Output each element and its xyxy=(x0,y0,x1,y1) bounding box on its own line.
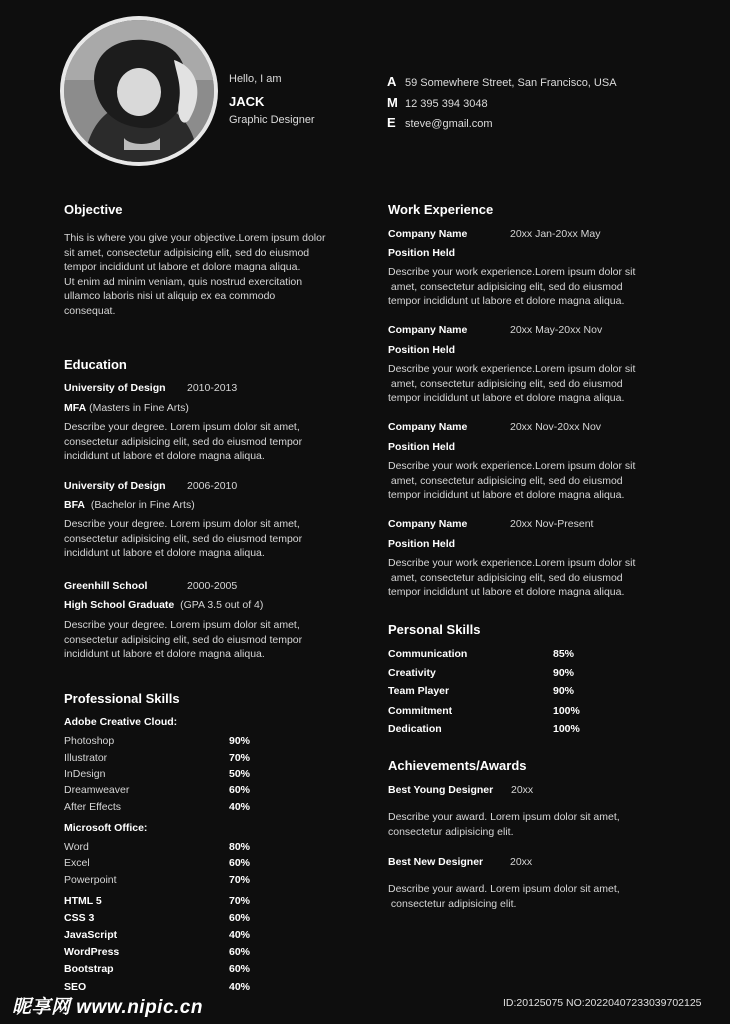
skill-level: 60% xyxy=(229,784,251,796)
degree-note: (GPA 3.5 out of 4) xyxy=(180,599,264,611)
position-held: Position Held xyxy=(388,344,456,356)
company-name: Company Name xyxy=(388,228,468,240)
skill-level: 40% xyxy=(229,929,251,941)
work-item xyxy=(388,228,601,240)
skill-row xyxy=(64,735,251,747)
school-name: University of Design xyxy=(64,382,166,394)
email-key: E xyxy=(387,115,396,130)
award-item xyxy=(388,784,534,796)
personal-skill-row xyxy=(388,685,575,697)
degree: High School Graduate xyxy=(64,599,175,611)
degree-note: (Masters in Fine Arts) xyxy=(89,402,189,414)
skill-name: WordPress xyxy=(64,946,120,958)
skill-name: Excel xyxy=(64,857,90,869)
work-dates: 20xx May-20xx Nov xyxy=(510,324,603,336)
greeting: Hello, I am xyxy=(229,73,282,85)
work-description: Describe your work experience.Lorem ipsum dolor sit amet, consectetur adipisicing elit, sed do eiusmod tempor incididunt ut labore et dolore magna aliqua. xyxy=(388,266,636,307)
skill-level: 60% xyxy=(229,912,251,924)
skill-row xyxy=(64,801,251,813)
skill-level: 40% xyxy=(229,981,251,993)
skill-name: CSS 3 xyxy=(64,912,95,924)
skill-level: 60% xyxy=(229,857,251,869)
skill-row xyxy=(64,929,251,941)
skill-name: Bootstrap xyxy=(64,963,114,975)
education-heading: Education xyxy=(64,357,127,372)
skill-name: Creativity xyxy=(388,667,436,679)
skill-level: 70% xyxy=(229,752,251,764)
email-value: steve@gmail.com xyxy=(405,118,493,130)
skill-row xyxy=(64,857,251,869)
address-value: 59 Somewhere Street, San Francisco, USA xyxy=(405,77,617,89)
company-name: Company Name xyxy=(388,324,468,336)
work-dates: 20xx Nov-20xx Nov xyxy=(510,421,602,433)
award-description: Describe your award. Lorem ipsum dolor sit amet, consectetur adipisicing elit. xyxy=(388,811,620,838)
skill-level: 85% xyxy=(553,648,575,660)
position-held: Position Held xyxy=(388,538,456,550)
personal-skill-row xyxy=(388,667,575,679)
school-years: 2000-2005 xyxy=(187,580,238,592)
skill-row xyxy=(64,768,251,780)
skill-name: Communication xyxy=(388,648,468,660)
job-title: Graphic Designer xyxy=(229,114,315,126)
skill-row xyxy=(64,784,251,796)
award-description: Describe your award. Lorem ipsum dolor sit amet, consectetur adipisicing elit. xyxy=(388,883,620,910)
skill-name: Word xyxy=(64,841,89,853)
skill-level: 70% xyxy=(229,895,251,907)
skill-row xyxy=(64,946,251,958)
award-name: Best New Designer xyxy=(388,856,484,868)
personal-skill-row xyxy=(388,648,575,660)
contact-email xyxy=(387,115,493,130)
work-experience-heading: Work Experience xyxy=(388,202,494,217)
personal-skill-row xyxy=(388,705,580,717)
position-held: Position Held xyxy=(388,441,456,453)
skill-level: 90% xyxy=(229,735,251,747)
award-name: Best Young Designer xyxy=(388,784,494,796)
work-dates: 20xx Jan-20xx May xyxy=(510,228,601,240)
objective-text: This is where you give your objective.Lorem ipsum dolor sit amet, consectetur adipisicing elit, sed do eiusmod tempor incididunt ut labore et dolore magna aliqua. Ut enim ad minim veniam, quis nostrud exercitation ullamco laboris nisi ut aliquip ex ea commodo consequat. xyxy=(64,232,326,317)
degree-description: Describe your degree. Lorem ipsum dolor sit amet, consectetur adipisicing elit, sed do eiusmod tempor incididunt ut labore et dolore magna aliqua. xyxy=(64,518,303,559)
school-name: Greenhill School xyxy=(64,580,148,592)
profile-photo xyxy=(60,16,218,166)
degree-line xyxy=(64,499,195,511)
education-item xyxy=(64,382,238,394)
personal-skills-heading: Personal Skills xyxy=(388,622,481,637)
school-years: 2006-2010 xyxy=(187,480,238,492)
skill-name: Dreamweaver xyxy=(64,784,130,796)
education-item xyxy=(64,580,238,592)
work-description: Describe your work experience.Lorem ipsum dolor sit amet, consectetur adipisicing elit, sed do eiusmod tempor incididunt ut labore et dolore magna aliqua. xyxy=(388,460,636,501)
person-name: JACK xyxy=(229,94,265,109)
skill-name: SEO xyxy=(64,981,87,993)
award-year: 20xx xyxy=(511,784,534,796)
degree-line xyxy=(64,402,189,414)
skill-row xyxy=(64,841,251,853)
skill-name: Powerpoint xyxy=(64,874,117,886)
objective-heading: Objective xyxy=(64,202,123,217)
mobile-key: M xyxy=(387,95,398,110)
award-item xyxy=(388,856,533,868)
degree: MFA xyxy=(64,402,87,414)
degree: BFA xyxy=(64,499,85,511)
skill-name: InDesign xyxy=(64,768,106,780)
skill-row xyxy=(64,752,251,764)
skill-level: 100% xyxy=(553,723,580,735)
skill-row xyxy=(64,963,251,975)
work-item xyxy=(388,324,603,336)
portrait-image xyxy=(64,20,214,162)
work-item xyxy=(388,518,594,530)
skill-row xyxy=(64,895,251,907)
work-dates: 20xx Nov-Present xyxy=(510,518,594,530)
award-year: 20xx xyxy=(510,856,533,868)
skill-name: HTML 5 xyxy=(64,895,102,907)
work-item xyxy=(388,421,602,433)
degree-description: Describe your degree. Lorem ipsum dolor sit amet, consectetur adipisicing elit, sed do eiusmod tempor incididunt ut labore et dolore magna aliqua. xyxy=(64,619,303,660)
degree-description: Describe your degree. Lorem ipsum dolor sit amet, consectetur adipisicing elit, sed do eiusmod tempor incididunt ut labore et dolore magna aliqua. xyxy=(64,421,303,462)
image-id-text: ID:20125075 NO:20220407233039702125 xyxy=(503,997,702,1009)
degree-line xyxy=(64,599,263,611)
contact-mobile xyxy=(387,95,488,110)
site-watermark: 昵享网 www.nipic.cn xyxy=(12,997,203,1018)
work-description: Describe your work experience.Lorem ipsum dolor sit amet, consectetur adipisicing elit, sed do eiusmod tempor incididunt ut labore et dolore magna aliqua. xyxy=(388,557,636,598)
company-name: Company Name xyxy=(388,421,468,433)
skill-name: Photoshop xyxy=(64,735,115,747)
professional-skills-heading: Professional Skills xyxy=(64,691,180,706)
skill-name: Commitment xyxy=(388,705,453,717)
skill-level: 80% xyxy=(229,841,251,853)
skill-level: 70% xyxy=(229,874,251,886)
company-name: Company Name xyxy=(388,518,468,530)
skill-level: 90% xyxy=(553,685,575,697)
skill-name: Illustrator xyxy=(64,752,108,764)
awards-heading: Achievements/Awards xyxy=(388,758,527,773)
skill-name: Team Player xyxy=(388,685,450,697)
skill-level: 60% xyxy=(229,946,251,958)
skill-name: JavaScript xyxy=(64,929,118,941)
skill-group-label: Adobe Creative Cloud: xyxy=(64,716,178,728)
personal-skill-row xyxy=(388,723,580,735)
skill-name: After Effects xyxy=(64,801,121,813)
skill-group-label: Microsoft Office: xyxy=(64,822,148,834)
address-key: A xyxy=(387,74,397,89)
position-held: Position Held xyxy=(388,247,456,259)
work-description: Describe your work experience.Lorem ipsum dolor sit amet, consectetur adipisicing elit, sed do eiusmod tempor incididunt ut labore et dolore magna aliqua. xyxy=(388,363,636,404)
skill-level: 50% xyxy=(229,768,251,780)
skill-name: Dedication xyxy=(388,723,442,735)
skill-row xyxy=(64,874,251,886)
degree-note: (Bachelor in Fine Arts) xyxy=(90,499,195,511)
contact-address xyxy=(387,74,617,89)
school-name: University of Design xyxy=(64,480,166,492)
skill-level: 90% xyxy=(553,667,575,679)
skill-level: 60% xyxy=(229,963,251,975)
mobile-value: 12 395 394 3048 xyxy=(405,98,488,110)
skill-level: 100% xyxy=(553,705,580,717)
skill-row xyxy=(64,912,251,924)
education-item xyxy=(64,480,238,492)
skill-level: 40% xyxy=(229,801,251,813)
school-years: 2010-2013 xyxy=(187,382,238,394)
